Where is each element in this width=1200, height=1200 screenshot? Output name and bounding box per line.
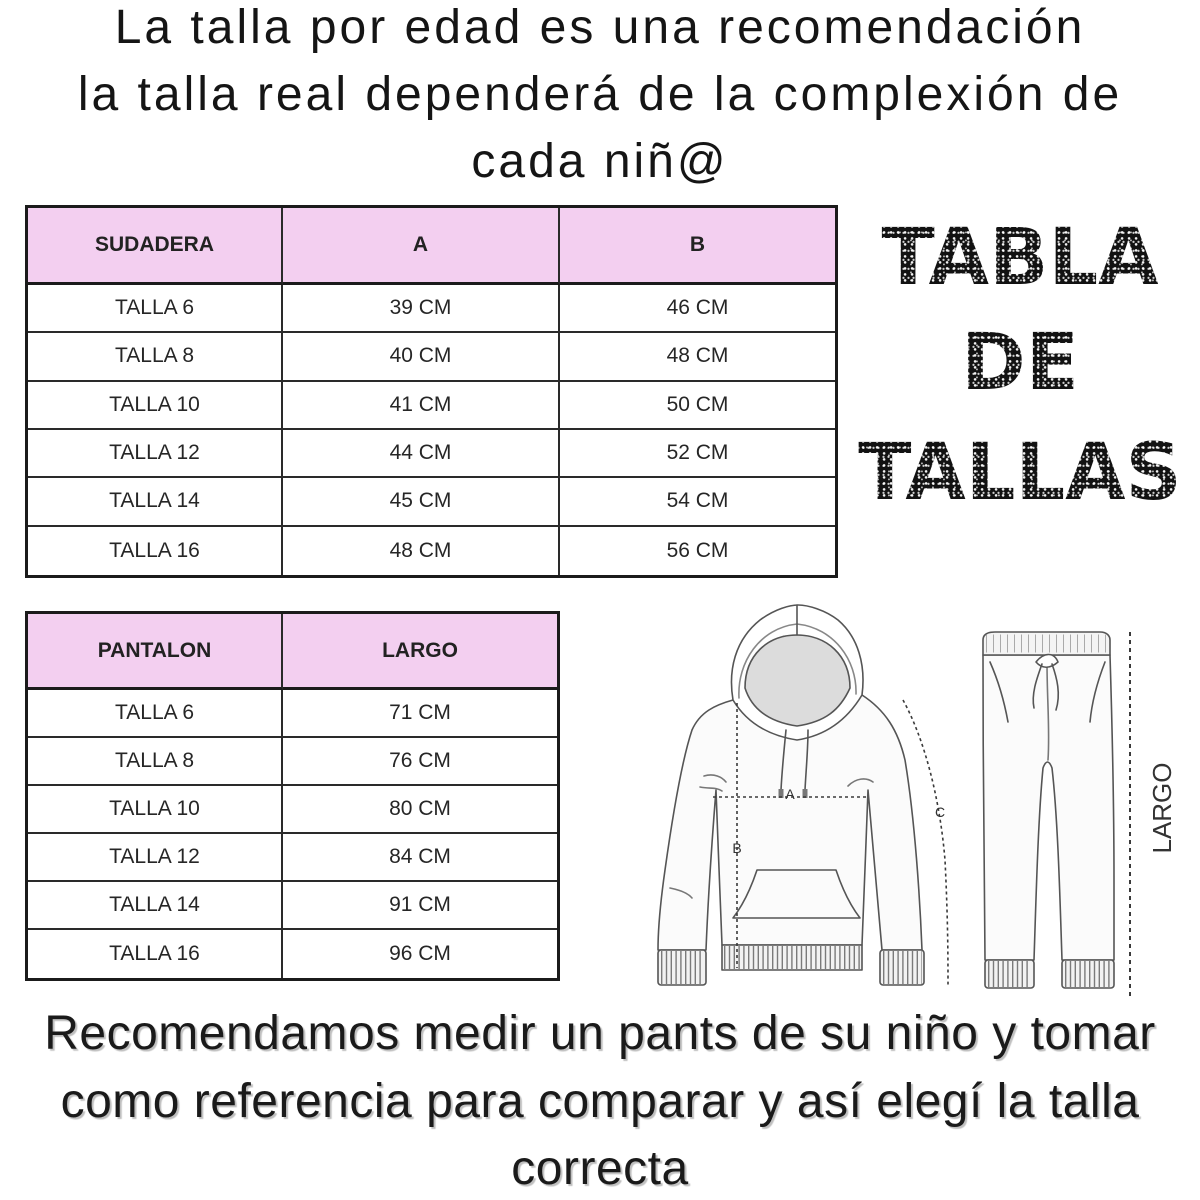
column-header-b: B	[560, 208, 835, 285]
pants-waistband	[983, 632, 1110, 655]
table-cell-size: TALLA 10	[28, 382, 283, 430]
table-cell-size: TALLA 6	[28, 285, 283, 333]
header-line-1: La talla por edad es una recomendación	[114, 1, 1086, 54]
table-cell-b: 52 CM	[560, 430, 835, 478]
table-cell-length: 71 CM	[283, 690, 557, 738]
length-label: LARGO	[1147, 762, 1177, 854]
sweatshirt-size-table	[25, 205, 838, 578]
footer-line-2: como referencia para comparar y así elegí la talla	[60, 1075, 1140, 1128]
table-cell-size: TALLA 12	[28, 430, 283, 478]
footer-line-3: correcta	[511, 1142, 689, 1195]
table-cell-a: 45 CM	[283, 478, 560, 526]
pants-size-table	[25, 611, 560, 981]
table-cell-size: TALLA 6	[28, 690, 283, 738]
table-cell-size: TALLA 8	[28, 738, 283, 786]
column-header-pantalon: PANTALON	[28, 614, 283, 690]
table-cell-length: 76 CM	[283, 738, 557, 786]
table-cell-a: 39 CM	[283, 285, 560, 333]
measure-label-a: A	[785, 786, 795, 802]
table-cell-a: 48 CM	[283, 527, 560, 575]
title-tabla: TABLA	[840, 218, 1200, 298]
table-cell-size: TALLA 14	[28, 478, 283, 526]
title-de: DE	[840, 323, 1200, 403]
table-cell-length: 80 CM	[283, 786, 557, 834]
garment-measurement-diagram	[640, 595, 1200, 1005]
table-cell-size: TALLA 16	[28, 930, 283, 978]
table-cell-b: 54 CM	[560, 478, 835, 526]
table-cell-size: TALLA 12	[28, 834, 283, 882]
measure-label-c: C	[934, 804, 946, 820]
table-cell-b: 48 CM	[560, 333, 835, 381]
table-cell-length: 91 CM	[283, 882, 557, 930]
table-cell-a: 40 CM	[283, 333, 560, 381]
header-line-2: la talla real dependerá de la complexión de	[77, 68, 1123, 121]
measure-label-b: B	[732, 840, 742, 856]
table-cell-a: 41 CM	[283, 382, 560, 430]
table-cell-size: TALLA 16	[28, 527, 283, 575]
table-cell-a: 44 CM	[283, 430, 560, 478]
table-cell-length: 84 CM	[283, 834, 557, 882]
table-cell-size: TALLA 10	[28, 786, 283, 834]
table-cell-length: 96 CM	[389, 942, 451, 965]
table-cell-size: TALLA 14	[28, 882, 283, 930]
column-header-sudadera: SUDADERA	[28, 208, 283, 285]
title-tallas: TALLAS	[840, 433, 1200, 513]
table-cell-b: 46 CM	[560, 285, 835, 333]
column-header-largo: LARGO	[283, 614, 557, 690]
hoodie-cuff-left	[658, 950, 706, 985]
table-cell-b: 56 CM	[666, 538, 729, 562]
header-line-3: cada niñ@	[471, 135, 729, 188]
pants-illustration	[983, 632, 1114, 988]
table-cell-b: 50 CM	[560, 382, 835, 430]
table-cell-size: TALLA 8	[28, 333, 283, 381]
footer-line-1: Recomendamos medir un pants de su niño y tomar	[44, 1007, 1156, 1060]
column-header-a: A	[283, 208, 560, 285]
